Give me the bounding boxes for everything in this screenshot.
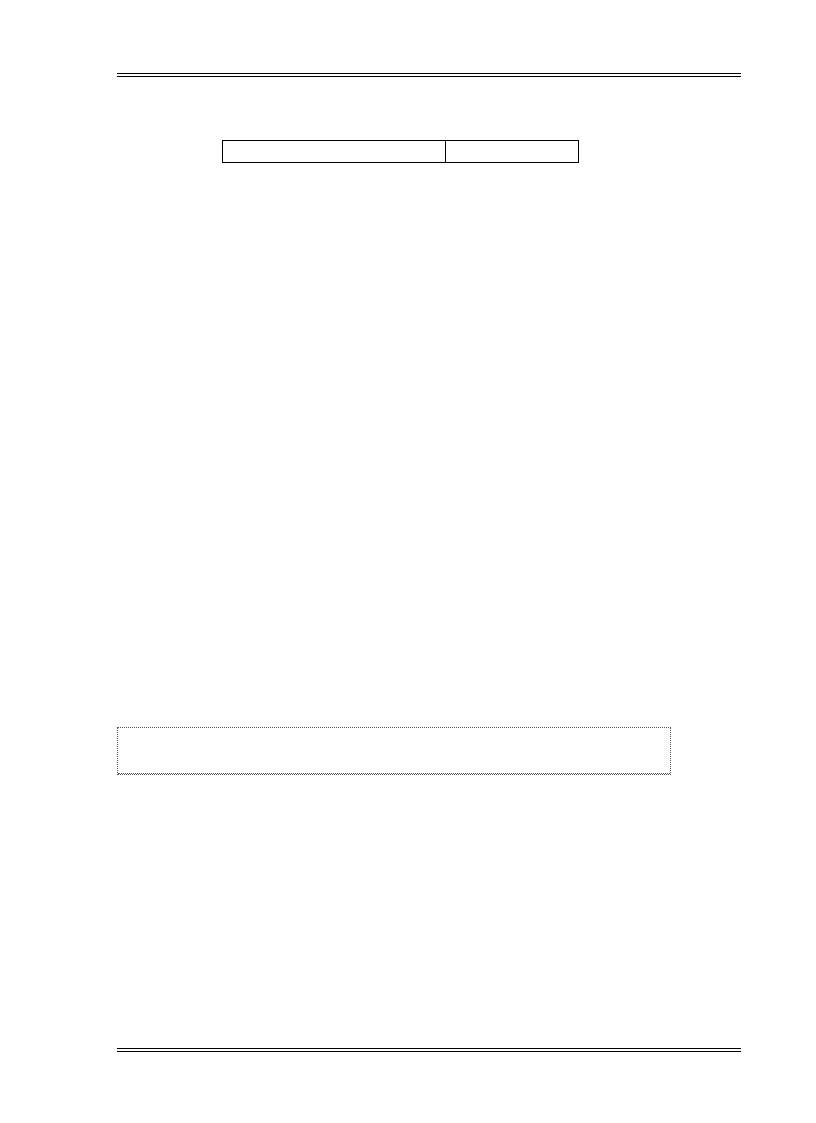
footer-rule-2 xyxy=(117,1051,741,1052)
column-header-type xyxy=(223,141,446,163)
table-of-contents xyxy=(117,727,671,775)
header-rule-2 xyxy=(117,76,741,77)
header-rule xyxy=(117,73,741,74)
table-header-row xyxy=(223,141,579,163)
page-header xyxy=(118,50,740,72)
toc-title xyxy=(118,728,670,774)
figure-list-table xyxy=(222,140,579,163)
column-header-page xyxy=(446,141,579,163)
footer-rule xyxy=(117,1048,741,1049)
